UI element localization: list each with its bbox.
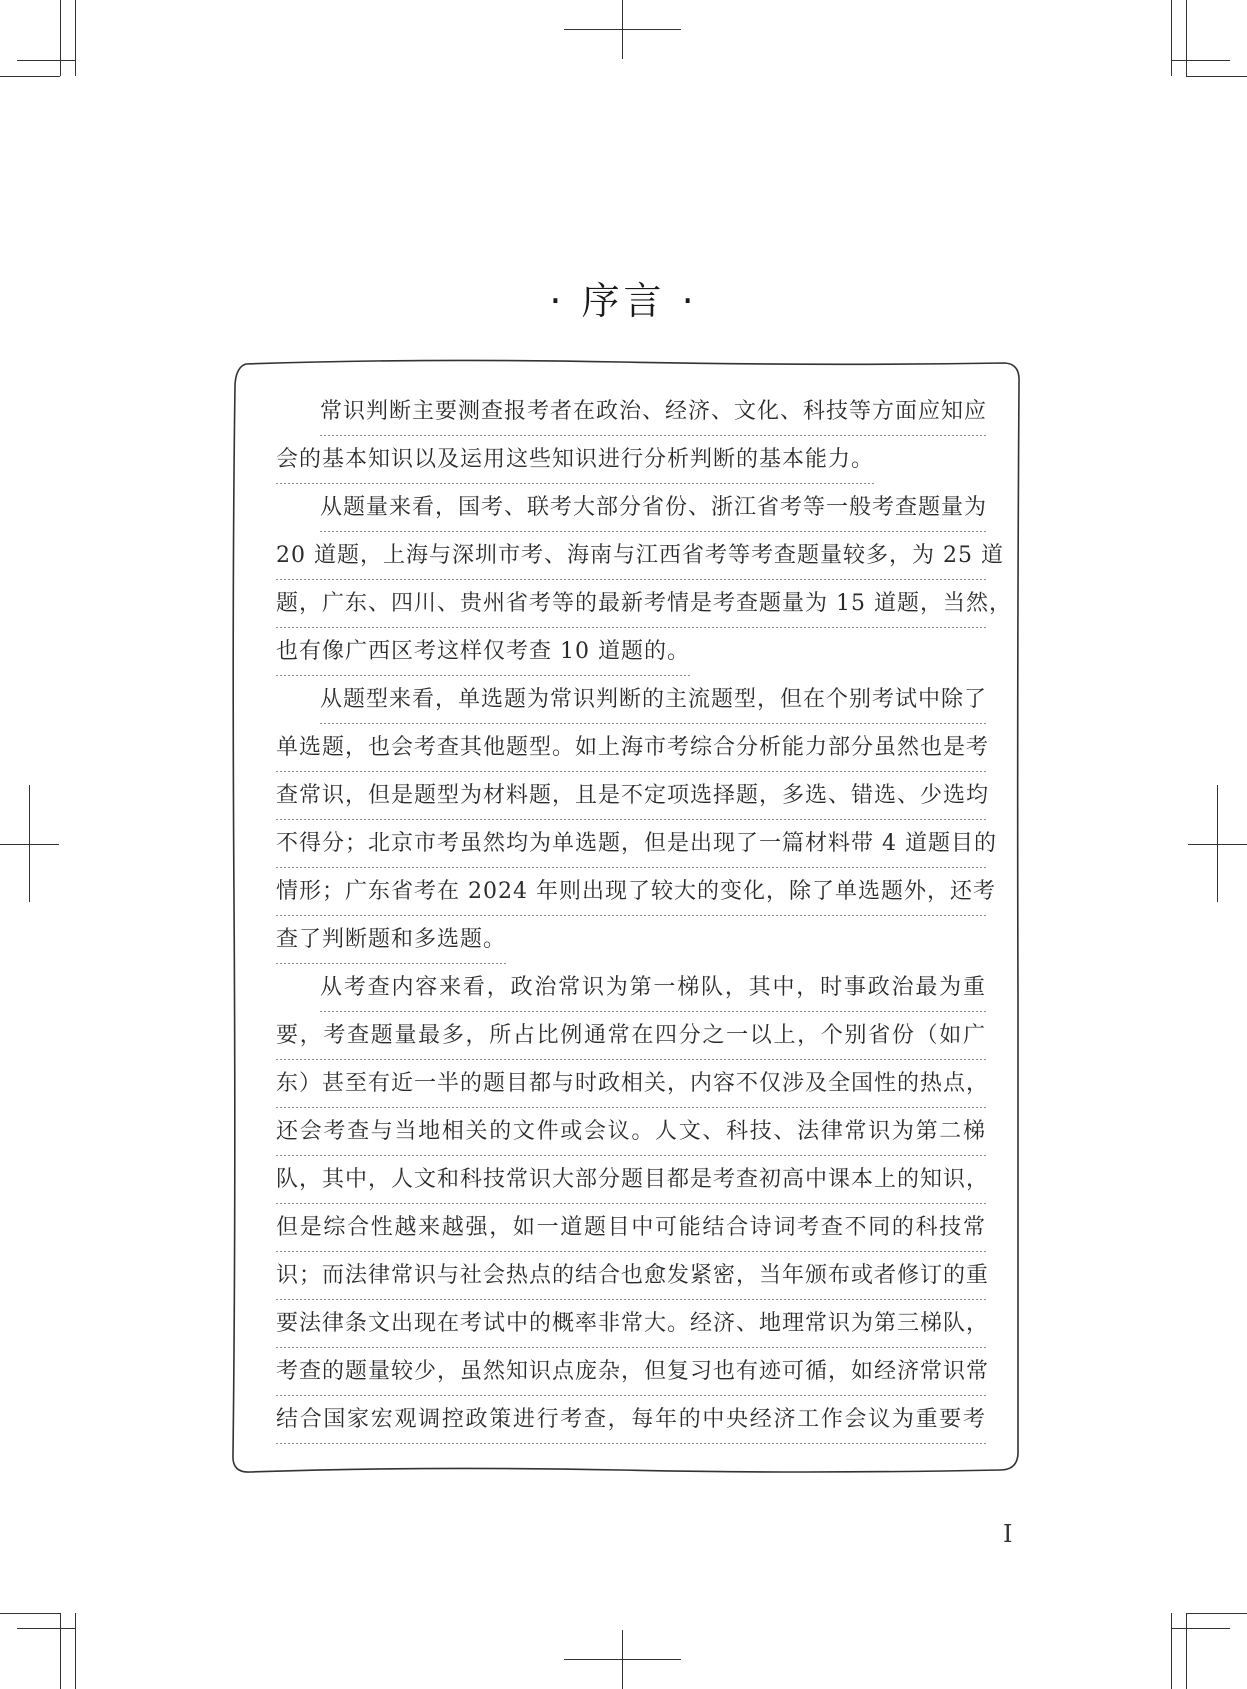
paragraph-2	[276, 484, 1012, 676]
page-title: · 序言 ·	[549, 279, 698, 323]
preface-body	[276, 388, 1012, 1444]
text-line: 从考查内容来看，政治常识为第一梯队，其中，时事政治最为重	[276, 964, 986, 1012]
text-line: 队，其中，人文和科技常识大部分题目都是考查初高中课本上的知识，	[276, 1156, 986, 1204]
text-line: 查常识，但是题型为材料题，且是不定项选择题，多选、错选、少选均	[276, 772, 986, 820]
paragraph-4	[276, 964, 990, 1444]
text-line: 东）甚至有近一半的题目都与时政相关，内容不仅涉及全国性的热点，	[276, 1060, 986, 1108]
paragraph-1	[276, 388, 986, 484]
text-line: 会的基本知识以及运用这些知识进行分析判断的基本能力。	[276, 436, 874, 484]
text-line: 查了判断题和多选题。	[276, 916, 506, 964]
text-line: 要法律条文出现在考试中的概率非常大。经济、地理常识为第三梯队，	[276, 1300, 986, 1348]
text-line: 也有像广西区考这样仅考查 10 道题的。	[276, 628, 690, 676]
paragraph-3	[276, 676, 997, 964]
text-line: 从题量来看，国考、联考大部分省份、浙江省考等一般考查题量为	[276, 484, 986, 532]
text-line: 还会考查与当地相关的文件或会议。人文、科技、法律常识为第二梯	[276, 1108, 986, 1156]
text-line: 从题型来看，单选题为常识判断的主流题型，但在个别考试中除了	[276, 676, 986, 724]
text-line: 不得分；北京市考虽然均为单选题，但是出现了一篇材料带 4 道题目的	[276, 820, 986, 868]
text-line: 常识判断主要测查报考者在政治、经济、文化、科技等方面应知应	[276, 388, 986, 436]
text-line: 结合国家宏观调控政策进行考查，每年的中央经济工作会议为重要考	[276, 1396, 986, 1444]
text-line: 情形；广东省考在 2024 年则出现了较大的变化，除了单选题外，还考	[276, 868, 986, 916]
text-line: 题，广东、四川、贵州省考等的最新考情是考查题量为 15 道题，当然，	[276, 580, 986, 628]
text-line: 识；而法律常识与社会热点的结合也愈发紧密，当年颁布或者修订的重	[276, 1252, 986, 1300]
text-line: 考查的题量较少，虽然知识点庞杂，但复习也有迹可循，如经济常识常	[276, 1348, 986, 1396]
text-line: 要，考查题量最多，所占比例通常在四分之一以上，个别省份（如广	[276, 1012, 986, 1060]
text-line: 20 道题，上海与深圳市考、海南与江西省考等考查题量较多，为 25 道	[276, 532, 986, 580]
page-number: I	[1003, 1520, 1013, 1548]
text-line: 单选题，也会考查其他题型。如上海市考综合分析能力部分虽然也是考	[276, 724, 986, 772]
text-line: 但是综合性越来越强，如一道题目中可能结合诗词考查不同的科技常	[276, 1204, 986, 1252]
